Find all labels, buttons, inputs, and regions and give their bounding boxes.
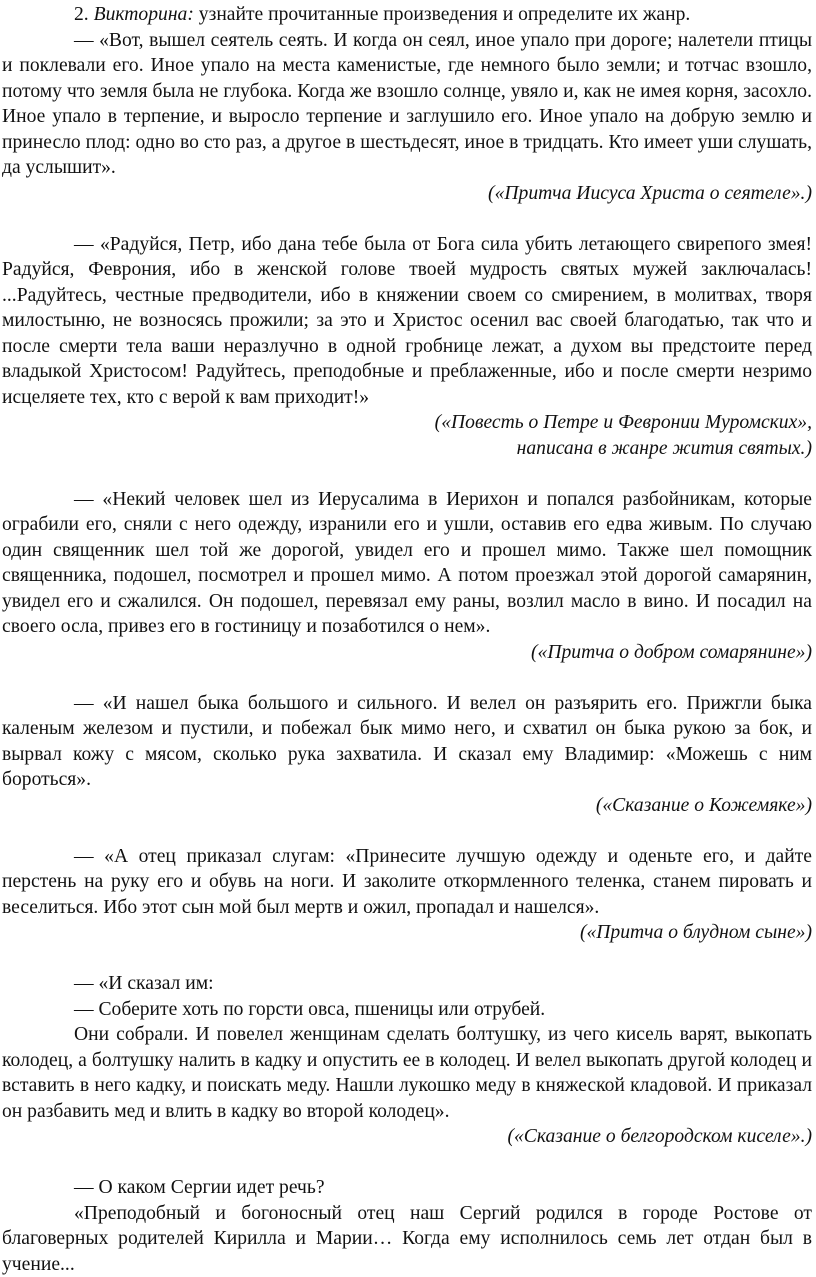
quiz-number: 2. [74, 4, 89, 25]
passage-6-source: («Сказание о белгородском киселе».) [2, 1124, 812, 1150]
spacer [2, 818, 812, 844]
quiz-label: Викторина: [94, 4, 194, 25]
quiz-heading [2, 2, 812, 28]
passage-2-source-line-1: («Повесть о Петре и Февронии Муромских», [2, 410, 812, 436]
passage-4-source: («Сказание о Кожемяке») [2, 793, 812, 819]
spacer [2, 461, 812, 487]
passage-4-text: — «И нашел быка большого и сильного. И велел он разъярить его. Прижгли быка каленым железом и пустили, и побежал бык мимо него, и схватил он быка рукою за бок, и вырвал кожу с мясом, сколько рука захватила. И сказал ему Владимир: «Можешь с ним бороться». [2, 691, 812, 793]
passage-3-text: — «Некий человек шел из Иерусалима в Иерихон и попался разбойникам, которые ограбили его, сняли с него одежду, изранили его и ушли, оставив его едва живым. По случаю один священник шел той же дорогой, увидел его и прошел мимо. Также шел помощник священника, подошел, посмотрел и прошел мимо. А потом проезжал этой дорогой самарянин, увидел его и сжалился. Он подошел, перевязал ему раны, возлил масло в вино. И посадил на своего осла, привез его в гостиницу и позаботился о нем». [2, 487, 812, 640]
passage-6-line-1: — «И сказал им: [2, 971, 812, 997]
passage-1-text: — «Вот, вышел сеятель сеять. И когда он сеял, иное упало при дороге; налетели птицы и поклевали его. Иное упало на места каменистые, где немного было земли; и тотчас взошло, потому что земля была не глубока. Когда же взошло солнце, увяло и, как не имея корня, засохло. Иное упало в терпение, и выросло терпение и заглушило его. Иное упало на добрую землю и принесло плод: одно во сто раз, а другое в шестьдесят, иное в тридцать. Кто имеет уши слушать, да услышит». [2, 28, 812, 181]
spacer [2, 946, 812, 972]
spacer [2, 665, 812, 691]
passage-6-text: Они собрали. И повелел женщинам сделать болтушку, из чего кисель варят, выкопать колодец, а болтушку налить в кадку и опустить ее в колодец. И велел выкопать другой колодец и вставить в него кадку, и поискать меду. Нашли лукошко меду в княжеской кладовой. И приказал он разбавить мед и влить в кадку во второй колодец». [2, 1022, 812, 1124]
passage-6-line-2: — Соберите хоть по горсти овса, пшеницы или отрубей. [2, 997, 812, 1023]
quiz-instruction: узнайте прочитанные произведения и определите их жанр. [199, 4, 691, 25]
passage-5-text: — «А отец приказал слугам: «Принесите лучшую одежду и оденьте его, и дайте перстень на руку его и обувь на ноги. И заколите откормленного теленка, станем пировать и веселиться. Ибо этот сын мой был мертв и ожил, пропадал и нашелся». [2, 844, 812, 921]
passage-7-text: «Преподобный и богоносный отец наш Сергий родился в городе Ростове от благоверных родителей Кирилла и Марии… Когда ему исполнилось семь лет отдан был в учение... [2, 1201, 812, 1277]
passage-3-source: («Притча о добром сомарянине») [2, 640, 812, 666]
spacer [2, 1150, 812, 1176]
passage-7-question: — О каком Сергии идет речь? [2, 1175, 812, 1201]
spacer [2, 206, 812, 232]
passage-2-source-line-2: написана в жанре жития святых.) [2, 436, 812, 462]
passage-2-text: — «Радуйся, Петр, ибо дана тебе была от Бога сила убить летающего свирепого змея! Радуйся, Феврония, ибо в женской голове твоей мудрость святых мужей заключалась! ...Радуйтесь, честные предводители, ибо в княжении своем со смирением, в молитвах, творя милостыню, не возносясь прожили; за это и Христос осенил вас своей благодатью, так что и после смерти тела ваши неразлучно в одной гробнице лежат, а духом вы предстоите перед владыкой Христосом! Радуйтесь, преподобные и преблаженные, ибо и после смерти незримо исцеляете тех, кто с верой к вам приходит!» [2, 232, 812, 411]
passage-5-source: («Притча о блудном сыне») [2, 920, 812, 946]
passage-1-source: («Притча Иисуса Христа о сеятеле».) [2, 181, 812, 207]
